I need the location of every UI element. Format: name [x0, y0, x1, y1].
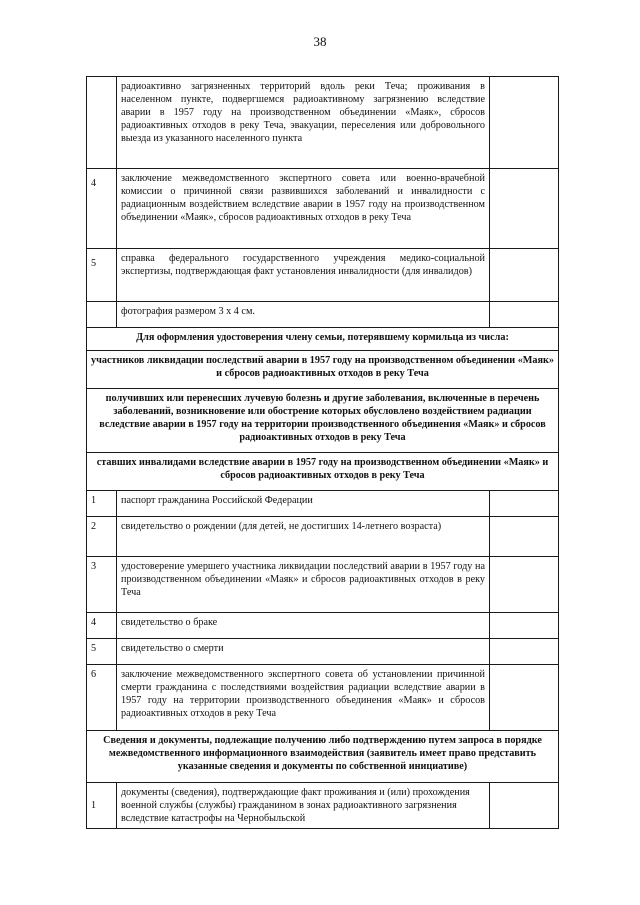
- table-row: [87, 557, 559, 613]
- note-cell: [490, 77, 559, 169]
- section-heading-row: [87, 328, 559, 351]
- section-heading: участников ликвидации последствий аварии в 1957 году на производственном объединении «Маяк» и сбросов радиоактивных отходов в реку Теча: [87, 351, 559, 389]
- document-description: свидетельство о рождении (для детей, не достигших 14-летнего возраста): [117, 517, 490, 557]
- row-number: 3: [87, 557, 117, 613]
- documents-table: [86, 76, 559, 829]
- table-row: [87, 249, 559, 302]
- note-cell: [490, 517, 559, 557]
- note-cell: [490, 639, 559, 665]
- section-heading: Для оформления удостоверения члену семьи, потерявшему кормильца из числа:: [87, 328, 559, 351]
- row-number: [87, 302, 117, 328]
- row-number: 4: [87, 169, 117, 249]
- section-heading: Сведения и документы, подлежащие получению либо подтверждению путем запроса в порядке межведомственного информационного взаимодействия (заявитель имеет право представить указанные сведения и документы по собственной инициативе): [87, 731, 559, 783]
- page-number: 38: [313, 34, 327, 49]
- table-row: [87, 77, 559, 169]
- table-row: [87, 491, 559, 517]
- table-row: [87, 665, 559, 731]
- row-number: 4: [87, 613, 117, 639]
- note-cell: [490, 613, 559, 639]
- note-cell: [490, 491, 559, 517]
- table-row: [87, 517, 559, 557]
- document-description: свидетельство о браке: [117, 613, 490, 639]
- row-number: 1: [87, 491, 117, 517]
- section-heading: получивших или перенесших лучевую болезнь и другие заболевания, включенные в перечень заболеваний, возникновение или обострение которых обусловлено воздействием радиации вследствие аварии в 1957 году на территории производственного объединения «Маяк» и сбросов радиоактивных отходов в реку Теча: [87, 389, 559, 453]
- note-cell: [490, 249, 559, 302]
- section-heading: ставших инвалидами вследствие аварии в 1957 году на производственном объединении «Маяк» и сбросов радиоактивных отходов в реку Теча: [87, 453, 559, 491]
- row-number: 2: [87, 517, 117, 557]
- document-description: заключение межведомственного экспертного совета об установлении причинной смерти гражданина с последствиями воздействия радиации вследствие аварии в 1957 году на территории производственного объединения «Маяк» и сбросов радиоактивных отходов в реку Теча: [117, 665, 490, 731]
- section-heading-row: [87, 453, 559, 491]
- row-number: 6: [87, 665, 117, 731]
- document-description: заключение межведомственного экспертного совета или военно-врачебной комиссии о причинной связи развившихся заболеваний и инвалидности с радиационным воздействием вследствие аварии в 1957 году на производственном объединении «Маяк», сбросов радиоактивных отходов в реку Теча: [117, 169, 490, 249]
- document-description: свидетельство о смерти: [117, 639, 490, 665]
- row-number: 5: [87, 249, 117, 302]
- row-number: [87, 77, 117, 169]
- row-number: 5: [87, 639, 117, 665]
- document-description: удостоверение умершего участника ликвидации последствий аварии в 1957 году на производственном объединении «Маяк» и сбросов радиоактивных отходов в реку Теча: [117, 557, 490, 613]
- note-cell: [490, 169, 559, 249]
- note-cell: [490, 557, 559, 613]
- document-description: радиоактивно загрязненных территорий вдоль реки Теча; проживания в населенном пункте, подвергшемся радиоактивному загрязнению вследствие аварии в 1957 году на производственном объединении «Маяк», сбросов радиоактивных отходов в реку Теча, эвакуации, переселения или добровольного выезда из указанного населенного пункта: [117, 77, 490, 169]
- note-cell: [490, 783, 559, 829]
- document-description: паспорт гражданина Российской Федерации: [117, 491, 490, 517]
- document-description: справка федерального государственного учреждения медико-социальной экспертизы, подтверждающая факт установления инвалидности (для инвалидов): [117, 249, 490, 302]
- section-heading-row: [87, 389, 559, 453]
- note-cell: [490, 302, 559, 328]
- table-row: [87, 302, 559, 328]
- table-row: [87, 783, 559, 829]
- table-row: [87, 613, 559, 639]
- table-row: [87, 639, 559, 665]
- note-cell: [490, 665, 559, 731]
- section-heading-row: [87, 731, 559, 783]
- row-number: 1: [87, 783, 117, 829]
- document-description: фотография размером 3 х 4 см.: [117, 302, 490, 328]
- section-heading-row: [87, 351, 559, 389]
- table-row: [87, 169, 559, 249]
- document-description: документы (сведения), подтверждающие факт проживания и (или) прохождения военной службы (службы) гражданином в зонах радиоактивного загрязнения вследствие катастрофы на Чернобыльской: [117, 783, 490, 829]
